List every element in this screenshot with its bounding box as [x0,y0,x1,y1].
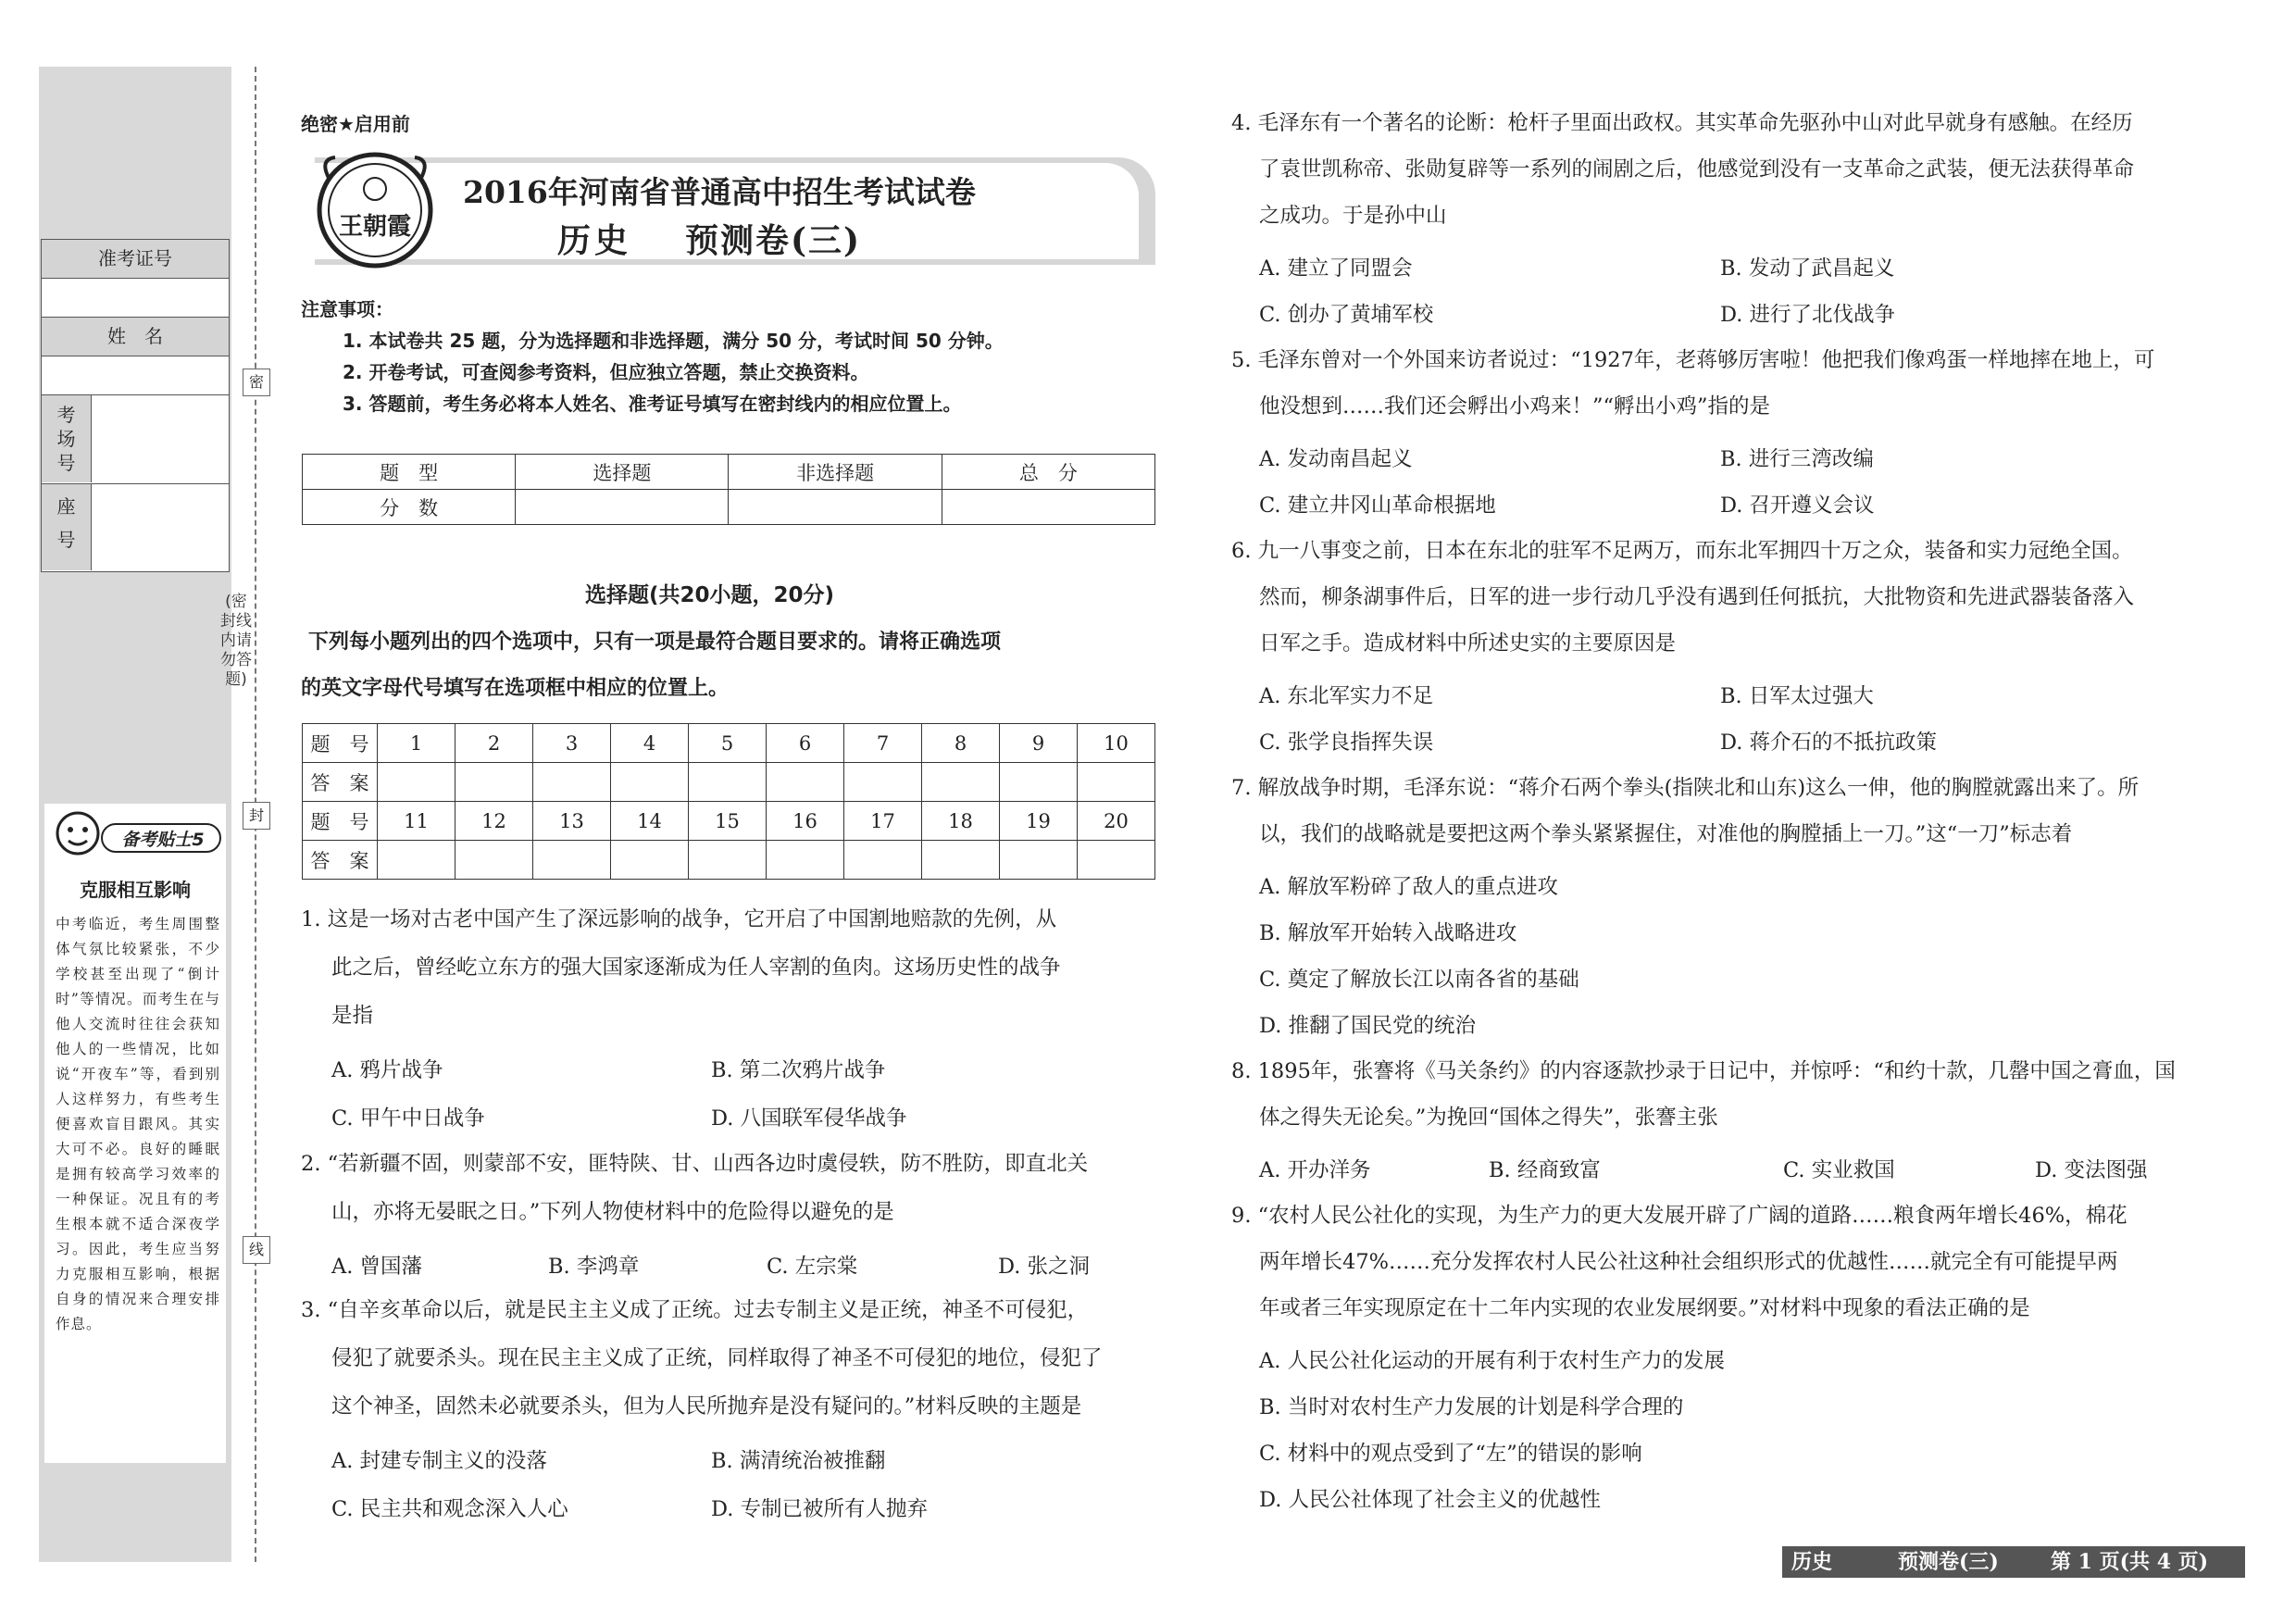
q7-option-c[interactable]: C. 奠定了解放长江以南各省的基础 [1259,968,1579,992]
q6-line-3: 日军之手。造成材料中所述史实的主要原因是 [1259,631,1677,656]
q2-option-d[interactable]: D. 张之洞 [998,1255,1091,1279]
section-title: 选择题(共20小题，20分) [585,583,835,607]
question-number-cell: 4 [611,724,689,763]
exam-id-field[interactable] [42,279,229,318]
tips-title: 克服相互影响 [80,879,191,901]
confidential-mark: 绝密★启用前 [301,113,410,135]
question-number-cell: 1 [378,724,455,763]
answer-cell[interactable] [378,841,455,880]
q1-option-b[interactable]: B. 第二次鸦片战争 [711,1058,886,1082]
score-cell[interactable] [729,490,942,525]
q5-line-2: 他没想到……我们还会孵出小鸡来！”“孵出小鸡”指的是 [1259,394,1771,419]
q7-option-a[interactable]: A. 解放军粉碎了敌人的重点进攻 [1259,875,1559,899]
subject-title: 历史 [557,221,632,260]
question-number-cell: 20 [1078,802,1155,841]
answer-table [302,723,1155,880]
answer-label: 答 案 [303,841,378,880]
q5-option-d[interactable]: D. 召开遵义会议 [1720,494,1875,518]
answer-cell[interactable] [767,841,844,880]
q1-option-d[interactable]: D. 八国联军侵华战争 [711,1106,907,1131]
page-footer [1782,1546,2245,1578]
logo-text: 王朝霞 [338,213,411,241]
footer-page: 第 1 页(共 4 页) [2051,1550,2209,1574]
q5-option-a[interactable]: A. 发动南昌起义 [1259,447,1413,471]
question-number-cell: 16 [767,802,844,841]
question-number-cell: 2 [455,724,533,763]
q2-option-a[interactable]: A. 曾国藩 [331,1255,423,1279]
q7-option-d[interactable]: D. 推翻了国民党的统治 [1259,1014,1477,1038]
q4-option-d[interactable]: D. 进行了北伐战争 [1720,303,1896,327]
q6-option-a[interactable]: A. 东北军实力不足 [1259,684,1434,708]
q5-option-c[interactable]: C. 建立井冈山革命根据地 [1259,494,1496,518]
answer-cell[interactable] [533,763,611,802]
question-number-cell: 5 [689,724,767,763]
question-number-cell: 18 [922,802,1000,841]
q3-option-d[interactable]: D. 专制已被所有人抛弃 [711,1497,929,1521]
score-row-label: 分 数 [303,490,516,525]
q8-option-c[interactable]: C. 实业救国 [1783,1158,1895,1182]
exam-room-label [42,395,92,482]
q7-line-1: 7. 解放战争时期，毛泽东说：“蒋介石两个拳头(指陕北和山东)这么一伸，他的胸膛就露出来了。所 [1231,776,2140,800]
seal-char-xian: 线 [243,1236,270,1264]
score-table [302,454,1155,525]
answer-cell[interactable] [767,763,844,802]
q8-line-1: 8. 1895年，张謇将《马关条约》的内容逐款抄录于日记中，并惊呼：“和约十款，几罄中国之膏血，国 [1231,1059,2176,1083]
answer-cell[interactable] [1000,841,1078,880]
paper-title: 预测卷(三) [685,221,862,260]
score-cell[interactable] [516,490,729,525]
seal-char-mi: 密 [243,369,270,396]
q9-line-1: 9. “农村人民公社化的实现，为生产力的更大发展开辟了广阔的道路……粮食两年增长46%，棉花 [1231,1204,2128,1228]
notice-title: 注意事项： [301,298,393,320]
q3-option-c[interactable]: C. 民主共和观念深入人心 [331,1497,568,1521]
candidate-info-box [41,239,230,572]
answer-cell[interactable] [689,841,767,880]
q2-option-c[interactable]: C. 左宗棠 [767,1255,858,1279]
question-number-cell: 9 [1000,724,1078,763]
answer-cell[interactable] [533,841,611,880]
question-number-cell: 11 [378,802,455,841]
answer-cell[interactable] [844,763,922,802]
q2-line-2: 山，亦将无晏眠之日。”下列人物使材料中的危险得以避免的是 [331,1200,894,1224]
answer-cell[interactable] [455,841,533,880]
q8-option-b[interactable]: B. 经商致富 [1489,1158,1601,1182]
question-number-cell: 7 [844,724,922,763]
question-number-cell: 14 [611,802,689,841]
q7-line-2: 以，我们的战略就是要把这两个拳头紧紧握住，对准他的胸膛插上一刀。”这“一刀”标志着 [1259,822,2073,846]
q4-option-a[interactable]: A. 建立了同盟会 [1259,256,1413,281]
tips-badge-text: 备考贴士5 [121,830,205,850]
question-number-cell: 6 [767,724,844,763]
exam-title: 2016年河南省普通高中招生考试试卷 [463,174,976,210]
q3-line-3: 这个神圣，固然未必就要杀头，但为人民所抛弃是没有疑问的。”材料反映的主题是 [331,1394,1082,1418]
answer-cell[interactable] [844,841,922,880]
q7-option-b[interactable]: B. 解放军开始转入战略进攻 [1259,921,1517,945]
question-number-cell: 3 [533,724,611,763]
answer-cell[interactable] [455,763,533,802]
answer-cell[interactable] [611,841,689,880]
score-header-choice: 选择题 [516,455,729,490]
answer-cell[interactable] [611,763,689,802]
exam-room-label-text: 考场号 [56,404,76,474]
notice-item-3: 3. 答题前，考生务必将本人姓名、准考证号填写在密封线内的相应位置上。 [343,393,962,415]
q2-option-b[interactable]: B. 李鸿章 [548,1255,640,1279]
q1-line-2: 此之后，曾经屹立东方的强大国家逐渐成为任人宰割的鱼肉。这场历史性的战争 [331,956,1061,980]
question-number-label: 题 号 [303,724,378,763]
q4-option-b[interactable]: B. 发动了武昌起义 [1720,256,1895,281]
footer-subject: 历史 [1791,1550,1833,1574]
section-instruction-1: 下列每小题列出的四个选项中，只有一项是最符合题目要求的。请将正确选项 [308,631,1002,654]
question-number-cell: 19 [1000,802,1078,841]
name-label: 姓 名 [42,318,229,356]
q1-option-a[interactable]: A. 鸦片战争 [331,1058,443,1082]
q8-line-2: 体之得失无论矣。”为挽回“国体之得失”，张謇主张 [1259,1106,1718,1130]
q2-line-1: 2. “若新疆不固，则蒙部不安，匪特陕、甘、山西各边时虞侵轶，防不胜防，即直北关 [301,1152,1089,1176]
q5-line-1: 5. 毛泽东曾对一个外国来访者说过：“1927年，老蒋够厉害啦！他把我们像鸡蛋一样地摔在地上，可 [1231,348,2155,372]
q9-option-a[interactable]: A. 人民公社化运动的开展有利于农村生产力的发展 [1259,1349,1726,1373]
seal-char-feng: 封 [243,802,270,830]
answer-label: 答 案 [303,763,378,802]
score-cell[interactable] [942,490,1154,525]
score-header-nonchoice: 非选择题 [729,455,942,490]
question-number-cell: 12 [455,802,533,841]
q4-line-3: 之成功。于是孙中山 [1259,204,1447,228]
q8-option-d[interactable]: D. 变法图强 [2035,1158,2148,1182]
question-number-label: 题 号 [303,802,378,841]
q3-option-b[interactable]: B. 满清统治被推翻 [711,1449,886,1473]
footer-paper: 预测卷(三) [1898,1550,1999,1574]
q6-line-2: 然而，柳条湖事件后，日军的进一步行动几乎没有遇到任何抵抗，大批物资和先进武器装备落入 [1259,585,2135,609]
q3-option-a[interactable]: A. 封建专制主义的没落 [331,1449,548,1473]
seat-label [42,484,92,570]
q4-line-2: 了袁世凯称帝、张勋复辟等一系列的闹剧之后，他感觉到没有一支革命之武装，便无法获得革命 [1259,157,2135,181]
question-number-cell: 13 [533,802,611,841]
q1-line-3: 是指 [331,1004,374,1028]
q9-option-d[interactable]: D. 人民公社体现了社会主义的优越性 [1259,1488,1602,1512]
q6-option-c[interactable]: C. 张学良指挥失误 [1259,731,1434,755]
tips-badge [44,804,226,868]
answer-cell[interactable] [1078,763,1155,802]
q9-option-b[interactable]: B. 当时对农村生产力发展的计划是科学合理的 [1259,1395,1684,1419]
notice-item-2: 2. 开卷考试，可查阅参考资料，但应独立答题，禁止交换资料。 [343,361,869,383]
answer-cell[interactable] [922,763,1000,802]
question-number-cell: 17 [844,802,922,841]
section-instruction-2: 的英文字母代号填写在选项框中相应的位置上。 [301,677,730,700]
question-number-cell: 10 [1078,724,1155,763]
q1-option-c[interactable]: C. 甲午中日战争 [331,1106,485,1131]
answer-cell[interactable] [1078,841,1155,880]
q9-line-2: 两年增长47%……充分发挥农村人民公社这种社会组织形式的优越性……就完全有可能提早两 [1259,1250,2118,1274]
seal-warning-note: (密封线内请勿答题) [220,593,252,689]
answer-cell[interactable] [922,841,1000,880]
q3-line-1: 3. “自辛亥革命以后，就是民主主义成了正统。过去专制主义是正统，神圣不可侵犯， [301,1298,1089,1322]
q9-line-3: 年或者三年实现原定在十二年内实现的农业发展纲要。”对材料中现象的看法正确的是 [1259,1296,2030,1320]
score-header-total: 总 分 [942,455,1154,490]
answer-cell[interactable] [1000,763,1078,802]
q6-line-1: 6. 九一八事变之前，日本在东北的驻军不足两万，而东北军拥四十万之众，装备和实力冠绝全国。 [1231,539,2133,563]
question-number-cell: 15 [689,802,767,841]
seat-field[interactable] [42,484,229,570]
q8-option-a[interactable]: A. 开办洋务 [1259,1158,1371,1182]
q3-line-2: 侵犯了就要杀头。现在民主主义成了正统，同样取得了神圣不可侵犯的地位，侵犯了 [331,1346,1103,1370]
q6-option-d[interactable]: D. 蒋介石的不抵抗政策 [1720,731,1938,755]
answer-cell[interactable] [378,763,455,802]
q4-option-c[interactable]: C. 创办了黄埔军校 [1259,303,1434,327]
score-header-type: 题 型 [303,455,516,490]
publisher-logo [315,150,435,270]
q9-option-c[interactable]: C. 材料中的观点受到了“左”的错误的影响 [1259,1442,1642,1466]
q1-line-1: 1. 这是一场对古老中国产生了深远影响的战争，它开启了中国割地赔款的先例，从 [301,907,1057,931]
q5-option-b[interactable]: B. 进行三湾改编 [1720,447,1874,471]
exam-room-field[interactable] [42,395,229,484]
name-field[interactable] [42,356,229,395]
q6-option-b[interactable]: B. 日军太过强大 [1720,684,1874,708]
q4-line-1: 4. 毛泽东有一个著名的论断：枪杆子里面出政权。其实革命先驱孙中山对此早就身有感触。在经历 [1231,111,2133,135]
answer-cell[interactable] [689,763,767,802]
exam-id-label: 准考证号 [42,240,229,279]
tips-body: 中考临近，考生周围整体气氛比较紧张，不少学校甚至出现了“倒计时”等情况。而考生在与他人交流时往往会获知他人的一些情况，比如说“开夜车”等，看到别人这样努力，有些考生便喜欢盲目跟风。其实大可不必。良好的睡眠是拥有较高学习效率的一种保证。况且有的考生根本就不适合深夜学习。因此，考生应当努力克服相互影响，根据自身的情况来合理安排作息。 [56,916,220,1332]
seat-label-text: 座号 [56,495,76,551]
question-number-cell: 8 [922,724,1000,763]
notice-item-1: 1. 本试卷共 25 题，分为选择题和非选择题，满分 50 分，考试时间 50 分钟。 [343,330,1004,352]
